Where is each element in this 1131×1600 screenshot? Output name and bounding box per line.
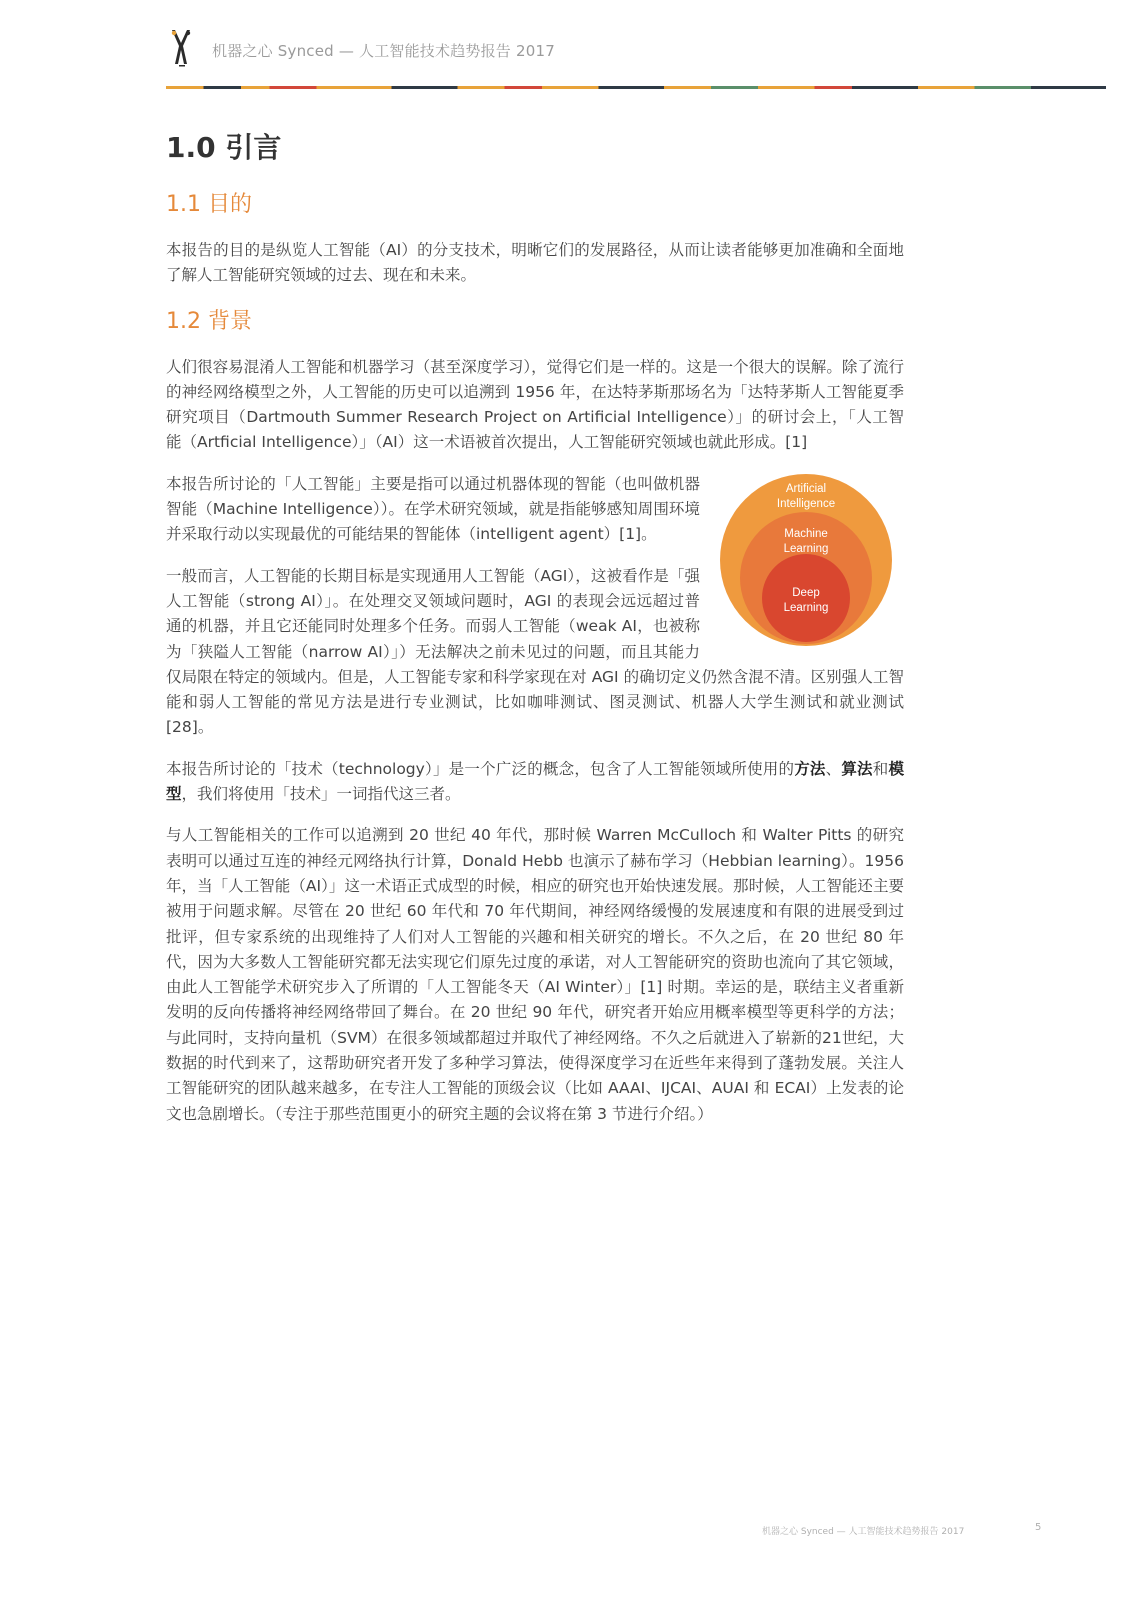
dl-label-line2: Learning [783, 601, 829, 614]
paragraph-background-2: 本报告所讨论的「人工智能」主要是指可以通过机器体现的智能（也叫做机器智能（Machine Intelligence））。在学术研究领域，就是指能够感知周围环境并采取行动以实现最优的可能结果的智能体（intelligent agent）[1]。 [166, 474, 700, 544]
p4-bold-methods: 方法 [794, 759, 826, 778]
paragraph-background-4 [166, 757, 904, 808]
page-content [166, 128, 904, 1143]
p4-text-1: 本报告所讨论的「技术（technology）」是一个广泛的概念，包含了人工智能领域所使用的 [166, 759, 795, 778]
p4-sep-1: 、 [825, 759, 842, 778]
synced-logo [166, 28, 196, 68]
ai-ml-dl-diagram [712, 472, 904, 652]
ml-label-line2: Learning [783, 542, 829, 555]
section-title: 1.0 引言 [166, 131, 282, 164]
paragraph-background-3: 一般而言，人工智能的长期目标是实现通用人工智能（AGI），这被看作是「强人工智能（strong AI）」。在处理交叉领域问题时，AGI 的表现会远远超过普通的机器，并且它还能同时处理多个任务。而弱人工智能（weak AI，也被称为「狭隘人工智能（narrow AI）」）无法解决之前未见过的问题，而且其能力仅局限在特定的领域内。但是，人工智能专家和科学家现在对 AGI 的确切定义仍然含混不清。区别强人工智能和弱人工智能的常见方法是进行专业测试，比如咖啡测试、图灵测试、机器人大学生测试和就业测试 [28]。 [166, 566, 904, 737]
paragraph-background-1: 人们很容易混淆人工智能和机器学习（甚至深度学习），觉得它们是一样的。这是一个很大的误解。除了流行的神经网络模型之外，人工智能的历史可以追溯到 1956 年，在达特茅斯那场名为「达特茅斯人工智能夏季研究项目（Dartmouth Summer Research Project on Artificial Intelligence）」的研讨会上，「人工智能（Artficial Intelligence）」（AI）这一术语被首次提出，人工智能研究领域也就此形成。[1] [166, 357, 904, 452]
header-title: 机器之心 Synced — 人工智能技术趋势报告 2017 [212, 42, 555, 60]
subsection-title-purpose: 1.1 目的 [166, 192, 252, 217]
p4-text-2: ，我们将使用「技术」一词指代这三者。 [181, 785, 461, 804]
dl-label-line1: Deep [792, 586, 820, 599]
p4-sep-2: 和 [872, 759, 889, 778]
footer-title: 机器之心 Synced — 人工智能技术趋势报告 2017 [762, 1527, 965, 1537]
p4-bold-models: 模型 [166, 759, 904, 804]
ai-label-line2: Intelligence [776, 497, 836, 510]
p4-bold-algorithms: 算法 [841, 759, 873, 778]
paragraph-purpose: 本报告的目的是纵览人工智能（AI）的分支技术，明晰它们的发展路径，从而让读者能够更加准确和全面地了解人工智能研究领域的过去、现在和未来。 [166, 241, 904, 285]
paragraph-background-5: 与人工智能相关的工作可以追溯到 20 世纪 40 年代，那时候 Warren McCulloch 和 Walter Pitts 的研究表明可以通过互连的神经元网络执行计算，Donald Hebb 也演示了赫布学习（Hebbian learning）。1956 年，当「人工智能（AI）」这一术语正式成型的时候，相应的研究也开始快速发展。那时候，人工智能还主要被用于问题求解。尽管在 20 世纪 60 年代和 70 年代期间，神经网络缓慢的发展速度和有限的进展受到过批评，但专家系统的出现维持了人们对人工智能的兴趣和相关研究的增长。不久之后，在 20 世纪 80 年代，因为大多数人工智能研究都无法实现它们原先过度的承诺，对人工智能研究的资助也流向了其它领域，由此人工智能学术研究步入了所谓的「人工智能冬天（AI Winter）」[1] 时期。幸运的是，联结主义者重新发明的反向传播将神经网络带回了舞台。在 20 世纪 90 年代，研究者开始应用概率模型等更科学的方法；与此同时，支持向量机（SVM）在很多领域都超过并取代了神经网络。不久之后就进入了崭新的21世纪，大数据的时代到来了，这帮助研究者开发了多种学习算法，使得深度学习在近些年来得到了蓬勃发展。关注人工智能研究的团队越来越多，在专注人工智能的顶级会议（比如 AAAI、IJCAI、AUAI 和 ECAI）上发表的论文也急剧增长。（专注于那些范围更小的研究主题的会议将在第 3 节进行介绍。） [166, 826, 904, 1123]
subsection-title-background: 1.2 背景 [166, 308, 252, 334]
ai-label-line1: Artificial [785, 482, 827, 495]
ml-label-line1: Machine [784, 527, 828, 540]
page-number: 5 [1035, 1522, 1042, 1533]
page-header [166, 26, 1106, 90]
header-divider [166, 86, 1106, 89]
